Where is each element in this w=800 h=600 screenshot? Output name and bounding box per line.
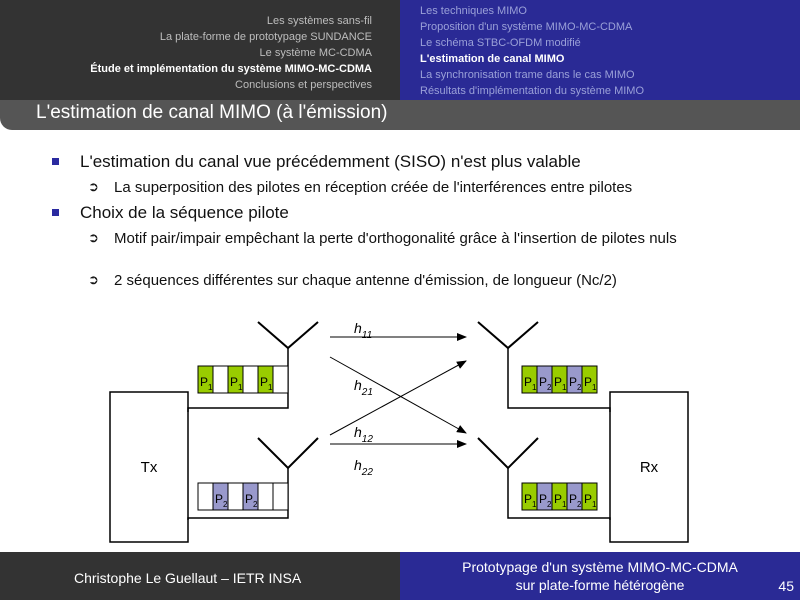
- sub-bullet-marker-icon: ➲: [88, 272, 99, 287]
- pilot-cell-label: $P_2$: [539, 492, 552, 509]
- nav-subsection-synchronisation[interactable]: La synchronisation trame dans le cas MIMO: [420, 69, 635, 81]
- pilot-cell: [213, 366, 228, 393]
- tx-label: Tx: [140, 459, 158, 476]
- antenna-icon: [478, 322, 538, 348]
- channel-h12-arrow: [330, 361, 466, 435]
- pilot-cell: [273, 483, 288, 510]
- slide-title: L'estimation de canal MIMO (à l'émission): [36, 102, 388, 123]
- footer-author: Christophe Le Guellaut – IETR INSA: [74, 570, 302, 586]
- nav-section-plate-forme[interactable]: La plate-forme de prototypage SUNDANCE: [159, 31, 372, 43]
- sub-bullet-marker-icon: ➲: [88, 179, 99, 194]
- nav-subsection-stbc-ofdm[interactable]: Le schéma STBC-OFDM modifié: [420, 37, 581, 49]
- nav-subsection-resultats[interactable]: Résultats d'implémentation du système MIMO: [420, 85, 645, 97]
- channel-label-h21: $h_{21}$: [354, 377, 373, 398]
- sub-bullet-marker-icon: ➲: [88, 230, 99, 245]
- nav-section-systemes-sans-fil[interactable]: Les systèmes sans-fil: [266, 15, 372, 27]
- pilot-cell-label: $P_2$: [539, 375, 552, 392]
- rx2-pilot-sequence: [522, 483, 597, 510]
- tx2-pilot-sequence: [198, 483, 288, 510]
- pilot-cell-label: $P_1$: [200, 375, 213, 392]
- antenna-icon: [258, 438, 318, 468]
- bullet-1: L'estimation du canal vue précédemment (SISO) n'est plus valable: [80, 152, 581, 171]
- footer-title-line2: sur plate-forme hétérogène: [515, 577, 685, 593]
- tx1-pilot-sequence: [198, 366, 288, 393]
- pilot-cell: [243, 366, 258, 393]
- rx1-pilot-sequence: [522, 366, 597, 393]
- nav-section-mimo-mc-cdma[interactable]: Étude et implémentation du système MIMO-MC-CDMA: [90, 63, 372, 75]
- channel-h21-arrow: [330, 357, 466, 433]
- page-number: 45: [778, 578, 794, 594]
- nav-section-mc-cdma[interactable]: Le système MC-CDMA: [259, 47, 372, 59]
- footer-title: [400, 558, 800, 594]
- pilot-cell: [228, 483, 243, 510]
- pilot-cell-label: $P_2$: [569, 492, 582, 509]
- pilot-cell-label: $P_2$: [215, 492, 228, 509]
- rx-label: Rx: [639, 459, 659, 476]
- pilot-cell: [198, 483, 213, 510]
- pilot-cell-label: $P_1$: [554, 492, 567, 509]
- pilot-cell-label: $P_1$: [584, 492, 597, 509]
- antenna-icon: [478, 438, 538, 468]
- sub-bullet-2-2: 2 séquences différentes sur chaque antenne d'émission, de longueur (Nc/2): [114, 272, 617, 289]
- pilot-cell-label: $P_1$: [524, 375, 537, 392]
- channel-label-h11: $h_{11}$: [354, 320, 373, 341]
- channel-label-h12: $h_{12}$: [354, 424, 373, 445]
- nav-subsection-estimation-canal[interactable]: L'estimation de canal MIMO: [420, 53, 565, 65]
- pilot-cell-label: $P_2$: [245, 492, 258, 509]
- sub-bullet-1-1: La superposition des pilotes en réception créée de l'interférences entre pilotes: [114, 179, 633, 196]
- footer-title-line1: Prototypage d'un système MIMO-MC-CDMA: [462, 559, 738, 575]
- channel-label-h22: $h_{22}$: [354, 457, 373, 478]
- pilot-cell-label: $P_1$: [554, 375, 567, 392]
- pilot-cell-label: $P_1$: [524, 492, 537, 509]
- nav-subsection-proposition[interactable]: Proposition d'un système MIMO-MC-CDMA: [420, 21, 633, 33]
- antenna-icon: [258, 322, 318, 348]
- nav-subsection-techniques-mimo[interactable]: Les techniques MIMO: [420, 5, 527, 17]
- pilot-cell: [258, 483, 273, 510]
- pilot-cell-label: $P_1$: [230, 375, 243, 392]
- pilot-cell-label: $P_2$: [569, 375, 582, 392]
- pilot-cell-label: $P_1$: [260, 375, 273, 392]
- sub-bullet-2-1: Motif pair/impair empêchant la perte d'orthogonalité grâce à l'insertion de pilotes nuls: [114, 230, 677, 247]
- bullet-2: Choix de la séquence pilote: [80, 203, 289, 222]
- pilot-cell-label: $P_1$: [584, 375, 597, 392]
- nav-section-conclusions[interactable]: Conclusions et perspectives: [235, 79, 372, 91]
- pilot-cell: [273, 366, 288, 393]
